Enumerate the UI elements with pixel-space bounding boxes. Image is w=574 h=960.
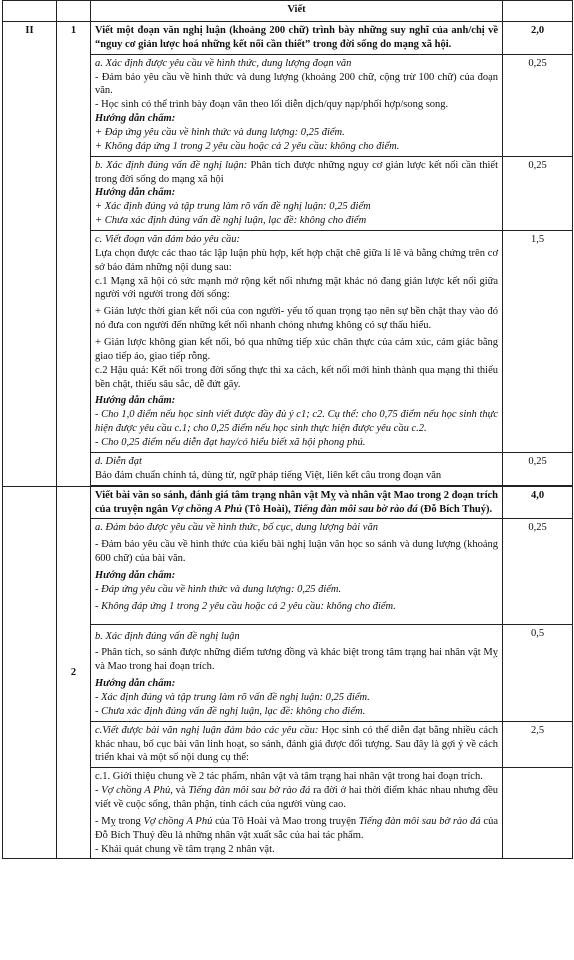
- q2-c1-content: [91, 768, 503, 859]
- q1-c-guide-1: - Cho 1,0 điểm nếu học sinh viết được đầy đủ ý c1; c2. Cụ thể: cho 0,75 điểm nếu học sinh thực hiện được yêu cầu c.1; cho 0,25 điểm nếu học sinh thực hiện được yêu cầu c.2.: [95, 409, 498, 435]
- q2-c-heading: c.Viết được bài văn nghị luận đảm bảo các yêu cầu:: [95, 724, 319, 736]
- question-1-score: 2,0: [503, 22, 573, 55]
- q1-a-guide-2: + Không đáp ứng 1 trong 2 yêu cầu hoặc cả 2 yêu cầu: không cho điểm.: [95, 140, 400, 152]
- q2-c1-line-3: [95, 815, 498, 843]
- q2-a-heading: a. Đảm bảo được yêu cầu về hình thức, bố cục, dung lượng bài văn: [95, 522, 378, 534]
- q1-b-content: [91, 156, 503, 230]
- q1-c-content: [91, 231, 503, 453]
- q1-a-score: 0,25: [503, 54, 573, 156]
- q1-c-guide-title: Hướng dẫn chấm:: [95, 395, 176, 407]
- question-1-title-text: Viết một đoạn văn nghị luận (khoảng 200 chữ) trình bày những suy nghĩ của anh/chị về “nguy cơ giản lược hoá những kết nối cần thiết” trong đời sống do mạng xã hội.: [95, 25, 498, 50]
- q1-b-guide-title: Hướng dẫn chấm:: [95, 187, 176, 199]
- q1-d-score: 0,25: [503, 452, 573, 485]
- q1-d-text: Bảo đảm chuẩn chính tả, dùng từ, ngữ pháp tiếng Việt, liên kết câu trong đoạn văn: [95, 469, 442, 481]
- q2-b-guide-1: - Xác định đúng và tập trung làm rõ vấn đề nghị luận: 0,25 điểm.: [95, 691, 370, 703]
- q2-c1-score-cell: [503, 768, 573, 859]
- q2-b-line-1: - Phân tích, so sánh được những điểm tương đồng và khác biệt trong tâm trạng hai nhân vật Mỵ và Mao trong hai đoạn trích.: [95, 647, 498, 673]
- header-cell-empty-3: [503, 1, 573, 22]
- q2-c1-line-2: [95, 784, 498, 812]
- q1-c-line-2: c.1 Mạng xã hội có sức mạnh mở rộng kết nối nhưng mặt khác nó đang giản lược kết nối giữa người với người trong đời sống:: [95, 275, 498, 301]
- q1-a-content: [91, 54, 503, 156]
- q1-c-line-1: Lựa chọn được các thao tác lập luận phù hợp, kết hợp chặt chẽ giữa lí lẽ và bằng chứng trên cơ sở bảo đảm những nội dung sau:: [95, 247, 498, 273]
- q1-d-heading: d. Diễn đạt: [95, 455, 142, 467]
- q1-c-score: 1,5: [503, 231, 573, 453]
- q2-c1-work-2: Tiếng đàn môi sau bờ rào đá: [188, 785, 311, 797]
- q2-c1-line-2-c: ra đời ở hai thời điểm khác nhau nhưng đều viết về cuộc sống, thân phận, tính cách của người vùng cao.: [95, 785, 498, 810]
- q1-b-score: 0,25: [503, 156, 573, 230]
- q2-c1-line-2-b: , và: [170, 785, 189, 797]
- q1-b-heading: b. Xác định đúng vấn đề nghị luận:: [95, 159, 248, 171]
- q2-a-guide-2: - Không đáp ứng 1 trong 2 yêu cầu hoặc cả 2 yêu cầu: không cho điểm.: [95, 600, 396, 612]
- q1-c-guide-2: - Cho 0,25 điểm nếu diễn đạt hay/có hiểu biết xã hội phong phú.: [95, 437, 366, 449]
- section-header-row: [3, 1, 573, 22]
- q2-c1-work-1: Vợ chồng A Phủ: [101, 785, 171, 797]
- q2-c-text: Học sinh có thể diễn đạt bằng nhiều cách khác nhau, bố cục bài văn linh hoạt, so sánh, đánh giá được đối tượng. Sau đây là gợi ý về cách triển khai và một số nội dung cụ thể:: [95, 724, 499, 764]
- section-number: II: [3, 22, 57, 487]
- question-2-title-text: [95, 489, 498, 517]
- question-1-number: 1: [57, 22, 91, 487]
- q2-b-heading: b. Xác định đúng vấn đề nghị luận: [95, 630, 240, 642]
- q1-title-row: [3, 22, 573, 55]
- q2-b-score: 0,5: [503, 624, 573, 721]
- q1-c-line-5: c.2 Hậu quả: Kết nối trong đời sống thực thì xa cách, kết nối mới hình thành qua mạng thì thiếu bền chặt, thiếu sâu sắc, dễ đứt gãy.: [95, 364, 498, 390]
- q2-c1-work-3: Vợ chồng A Phủ: [143, 815, 213, 827]
- q2-title-part-2: (Tô Hoài),: [242, 503, 294, 515]
- question-2-title: [91, 486, 503, 519]
- q1-a-guide-1: + Đáp ứng yêu cầu về hình thức và dung lượng: 0,25 điểm.: [95, 127, 345, 139]
- q1-a-guide-title: Hướng dẫn chấm:: [95, 113, 176, 125]
- header-cell-empty-1: [3, 1, 57, 22]
- q1-d-content: [91, 452, 503, 485]
- q2-title-work-1: Vợ chồng A Phủ: [170, 503, 243, 515]
- q2-b-guide-title: Hướng dẫn chấm:: [95, 678, 176, 690]
- q1-a-heading: a. Xác định được yêu cầu về hình thức, dung lượng đoạn văn: [95, 57, 352, 69]
- q2-c1-line-2-a: -: [95, 785, 102, 797]
- section-continuation-cell: [3, 486, 57, 859]
- q1-c-line-3: + Giản lược thời gian kết nối của con người- yếu tố quan trọng tạo nên sự bền chặt thay vào đó nó đưa con người đến những kết nối nhanh chóng nhưng không có sự thấu hiểu.: [95, 306, 498, 332]
- q1-c-line-4: + Giản lược không gian kết nối, bỏ qua những tiếp xúc chân thực của cảm xúc, cảm giác bằng giao tiếp ảo, giao tiếp rỗng.: [95, 337, 498, 362]
- q2-title-part-1: Viết bài văn so sánh, đánh giá tâm trạng nhân vật Mỵ và nhân vật Mao trong 2 đoạn trích của truyện ngắn: [95, 489, 498, 515]
- header-cell-empty-2: [57, 1, 91, 22]
- q2-a-guide-1: - Đáp ứng yêu cầu về hình thức và dung lượng: 0,25 điểm.: [95, 583, 342, 595]
- question-2-number: 2: [57, 486, 91, 859]
- question-2-score: 4,0: [503, 486, 573, 519]
- q2-a-guide-title: Hướng dẫn chấm:: [95, 569, 176, 581]
- q2-title-work-2: Tiếng đàn môi sau bờ rào đá: [293, 503, 418, 515]
- q1-c-heading: c. Viết đoạn văn đảm bảo yêu cầu:: [95, 234, 241, 246]
- q1-b-text: Phân tích được những nguy cơ giản lược kết nối cần thiết trong đời sống do mạng xã hội: [95, 159, 498, 185]
- q2-c1-work-4: Tiếng đàn môi sau bờ rào đá: [358, 815, 481, 827]
- q2-c1-line-3-c: của Đỗ Bích Thuý đều là những nhân vật xuất sắc của hai tác phẩm.: [95, 815, 498, 841]
- q2-c1-line-3-b: của Tô Hoài và Mao trong truyện: [212, 815, 359, 827]
- q2-c1-line-4: - Khái quát chung về tâm trạng 2 nhân vật.: [95, 843, 275, 855]
- q2-b-content: [91, 624, 503, 721]
- q2-a-score: 0,25: [503, 519, 573, 624]
- q1-a-line-2: - Học sinh có thể trình bày đoạn văn theo lối diễn dịch/quy nạp/phối hợp/song song.: [95, 99, 449, 111]
- q2-c1-line-3-a: - Mỵ trong: [95, 815, 144, 827]
- q1-b-guide-1: + Xác định đúng và tập trung làm rõ vấn đề nghị luận: 0,25 điểm: [95, 201, 371, 213]
- section-title: Viết: [91, 1, 503, 22]
- q2-c1-line-1: c.1. Giới thiệu chung về 2 tác phẩm, nhân vật và tâm trạng hai nhân vật trong hai đoạn trích.: [95, 771, 483, 783]
- q2-b-guide-2: - Chưa xác định đúng vấn đề nghị luận, lạc đề: không cho điểm.: [95, 705, 366, 717]
- q2-title-part-3: (Đỗ Bích Thuý).: [417, 503, 493, 515]
- q2-a-line-1: - Đảm bảo yêu cầu về hình thức của kiểu bài nghị luận văn học so sánh và dung lượng (khoảng 600 chữ) của bài văn.: [95, 539, 498, 565]
- q2-c-content: [91, 721, 503, 768]
- q2-c-paragraph: [95, 724, 498, 766]
- q2-c-score: 2,5: [503, 721, 573, 768]
- question-1-title: [91, 22, 503, 55]
- q1-b-guide-2: + Chưa xác định đúng vấn đề nghị luận, lạc đề: không cho điểm: [95, 215, 367, 227]
- q2-a-content: [91, 519, 503, 624]
- q1-b-paragraph: [95, 159, 498, 187]
- q2-title-row: [3, 486, 573, 519]
- grading-table: [2, 0, 573, 859]
- q1-a-line-1: - Đảm bảo yêu cầu về hình thức và dung lượng (khoảng 200 chữ, cộng trừ 100 chữ) của đoạn văn.: [95, 71, 498, 97]
